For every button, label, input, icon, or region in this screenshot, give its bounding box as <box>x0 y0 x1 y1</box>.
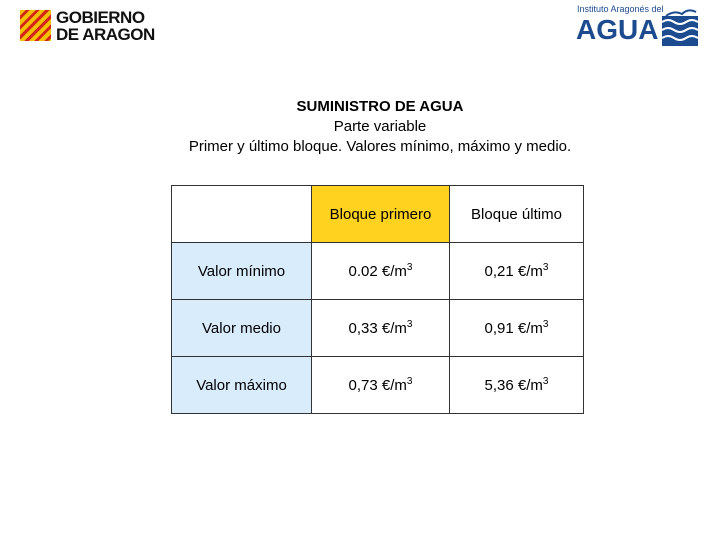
row-label-medio: Valor medio <box>172 300 312 357</box>
value-cell <box>312 300 450 357</box>
logo-institute-text: Instituto Aragonés del <box>577 4 664 14</box>
table-header-row <box>172 186 584 243</box>
page-title: SUMINISTRO DE AGUA <box>296 98 464 115</box>
logo-text-line1: GOBIERNO <box>56 8 145 27</box>
value-unit: €/m <box>517 320 543 337</box>
value-cell <box>450 357 584 414</box>
value-unit: €/m <box>381 320 407 337</box>
value-cell <box>312 243 450 300</box>
row-label-minimo: Valor mínimo <box>172 243 312 300</box>
value-unit: €/m <box>381 377 407 394</box>
unit-exponent: 3 <box>406 319 413 330</box>
gobierno-aragon-logo <box>20 8 170 44</box>
table-row <box>172 243 584 300</box>
title-block <box>0 97 720 157</box>
value-unit: €/m <box>517 377 543 394</box>
value-cell <box>450 300 584 357</box>
water-tariff-table <box>171 185 584 414</box>
value-cell <box>312 357 450 414</box>
table-row <box>172 357 584 414</box>
unit-exponent: 3 <box>406 262 413 273</box>
unit-exponent: 3 <box>542 319 549 330</box>
value-cell <box>450 243 584 300</box>
page-subtitle: Parte variable <box>333 118 427 135</box>
header-bloque-ultimo: Bloque último <box>450 186 584 243</box>
header-bloque-primero: Bloque primero <box>312 186 450 243</box>
value-number: 0,33 <box>348 320 378 337</box>
page-description: Primer y último bloque. Valores mínimo, máximo y medio. <box>188 138 572 155</box>
value-unit: €/m <box>381 263 407 280</box>
logo-text-line2: DE ARAGON <box>56 25 155 44</box>
value-number: 0,91 <box>484 320 514 337</box>
value-number: 0,21 <box>484 263 514 280</box>
value-number: 5,36 <box>484 377 514 394</box>
table-row <box>172 300 584 357</box>
unit-exponent: 3 <box>542 376 549 387</box>
logo-agua-word: AGUA <box>576 14 659 45</box>
instituto-agua-logo <box>574 4 702 48</box>
row-label-maximo: Valor máximo <box>172 357 312 414</box>
unit-exponent: 3 <box>406 376 413 387</box>
value-number: 0.02 <box>348 263 378 280</box>
unit-exponent: 3 <box>542 262 549 273</box>
value-number: 0,73 <box>348 377 378 394</box>
header-corner-cell <box>172 186 312 243</box>
water-waves-icon <box>662 8 698 46</box>
value-unit: €/m <box>517 263 543 280</box>
aragon-flag-icon <box>20 10 51 41</box>
